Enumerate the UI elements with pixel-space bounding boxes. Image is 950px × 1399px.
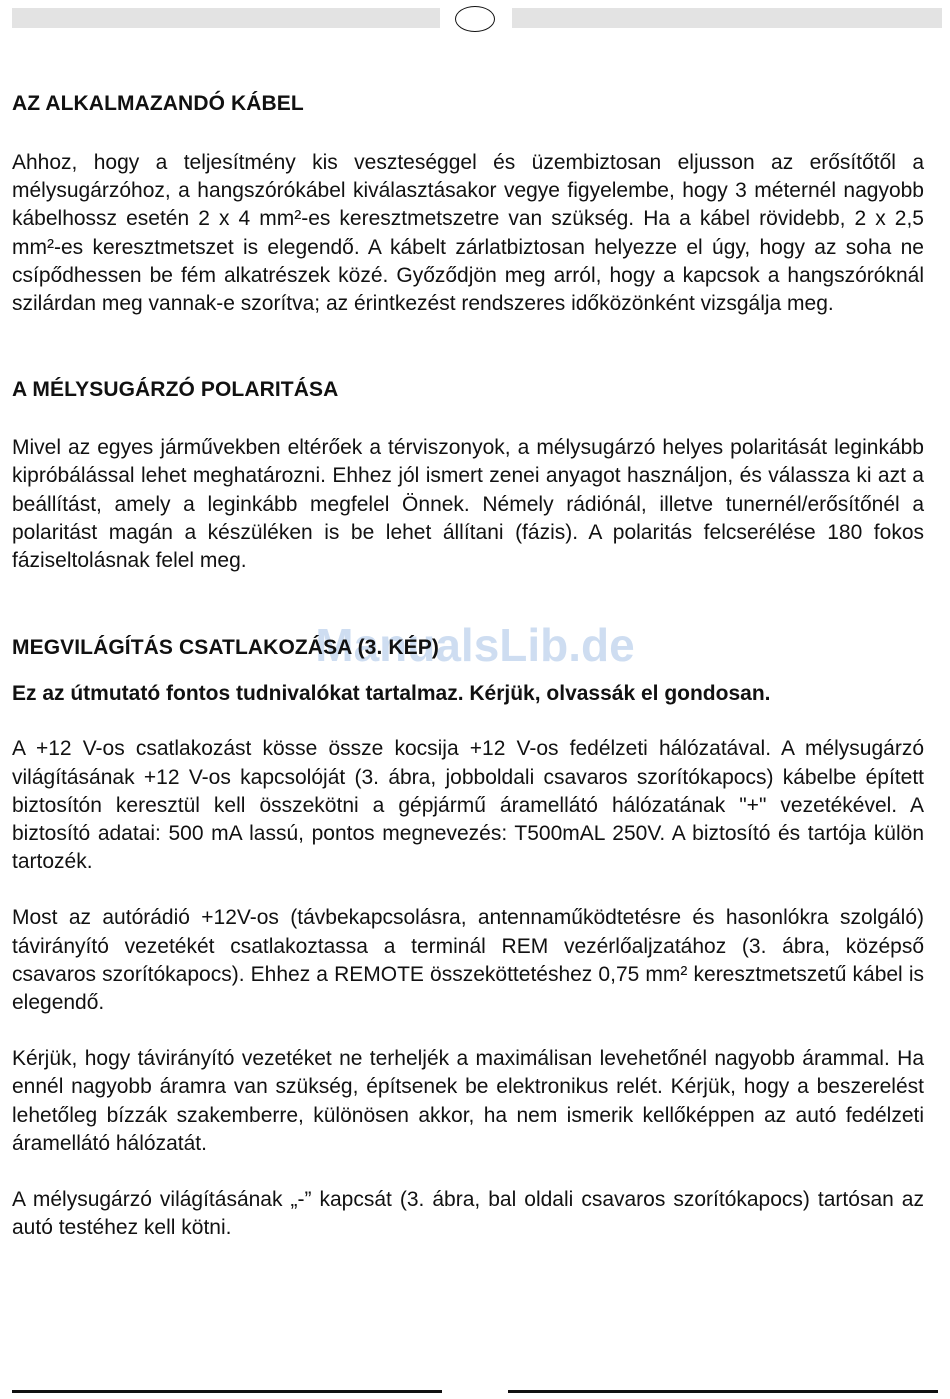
paragraph-lighting-4: A mélysugárzó világításának „-” kapcsát (3. ábra, bal oldali csavaros szorítókapocs) tartósan az autó testéhez kell kötni.: [12, 1188, 924, 1240]
section-heading-lighting: MEGVILÁGÍTÁS CSATLAKOZÁSA (3. KÉP): [12, 636, 439, 660]
paragraph-cable: Ahhoz, hogy a teljesítmény kis veszteséggel és üzembiztosan eljusson az erősítőtől a mélysugárzóhoz, a hangszórókábel kiválasztásakor vegye figyelembe, hogy 3 méternél nagyobb kábelhossz esetén 2 x 4 mm²-es keresztmetszetre van szükség. Ha a kábel rövidebb, 2 x 2,5 mm²-es keresztmetszet is elegendő. A kábelt zárlatbiztosan helyezze el úgy, hogy az soha ne csípődhessen be fém alkatrészek közé. Győződjön meg arról, hogy a kapcsok a hangszóróknál szilárdan meg vannak-e szorítva; az érintkezést rendszeres időközönként vizsgálja meg.: [12, 151, 924, 316]
paragraph-lighting-2: Most az autórádió +12V-os (távbekapcsolásra, antennaműködtetésre és hasonlókra szolgáló) távirányító vezetékét csatlakoztassa a terminál REM vezérlőaljzatához (3. ábra, középső csavaros szorítókapocs). Ehhez a REMOTE összeköttetéshez 0,75 mm² keresztmetszetű kábel is elegendő.: [12, 906, 924, 1015]
document-body: [12, 90, 924, 1242]
section-heading-cable: AZ ALKALMAZANDÓ KÁBEL: [12, 92, 304, 115]
header-bar-right: [512, 8, 942, 28]
header-bar-left: [12, 8, 440, 28]
important-note: Ez az útmutató fontos tudnivalókat tartalmaz. Kérjük, olvassák el gondosan.: [12, 682, 771, 706]
section-heading-polarity: A MÉLYSUGÁRZÓ POLARITÁSA: [12, 378, 339, 402]
paragraph-lighting-1: A +12 V-os csatlakozást kösse össze kocsija +12 V-os fedélzeti hálózatával. A mélysugárzó világításának +12 V-os kapcsolóját (3. ábra, jobboldali csavaros szorítókapocs) kábelbe épített biztosítón keresztül kell összekötni a gépjármű áramellátó hálózatának "+" vezetékével. A biztosító adatai: 500 mA lassú, pontos megnevezés: T500mAL 250V. A biztosító és tartója külön tartozék.: [12, 737, 924, 874]
paragraph-lighting-3: Kérjük, hogy távirányító vezetéket ne terheljék a maximálisan levehetőnél nagyobb árammal. Ha ennél nagyobb áramra van szükség, építsenek be elektronikus relét. Kérjük, hogy a beszerelést lehetőleg bízzák szakemberre, különösen akkor, ha nem ismerik kellőképpen az autó fedélzeti áramellátó hálózatát.: [12, 1047, 924, 1155]
page-number-oval: [455, 6, 495, 32]
footer-rule-right: [508, 1390, 938, 1393]
paragraph-polarity: Mivel az egyes járművekben eltérőek a térviszonyok, a mélysugárzó helyes polaritását leginkább kipróbálással lehet meghatározni. Ehhez jól ismert zenei anyagot használjon, és válassza ki azt a beállítást, amely a leginkább megfelel Önnek. Némely rádiónál, illetve tunernél/erősítőnél a polaritást magán a készüléken is be lehet állítani (fázis). A polaritás felcserélése 180 fokos fáziseltolásnak felel meg.: [12, 436, 924, 573]
footer-rule-left: [12, 1390, 442, 1393]
watermark: ManualsLib.de: [315, 619, 635, 671]
